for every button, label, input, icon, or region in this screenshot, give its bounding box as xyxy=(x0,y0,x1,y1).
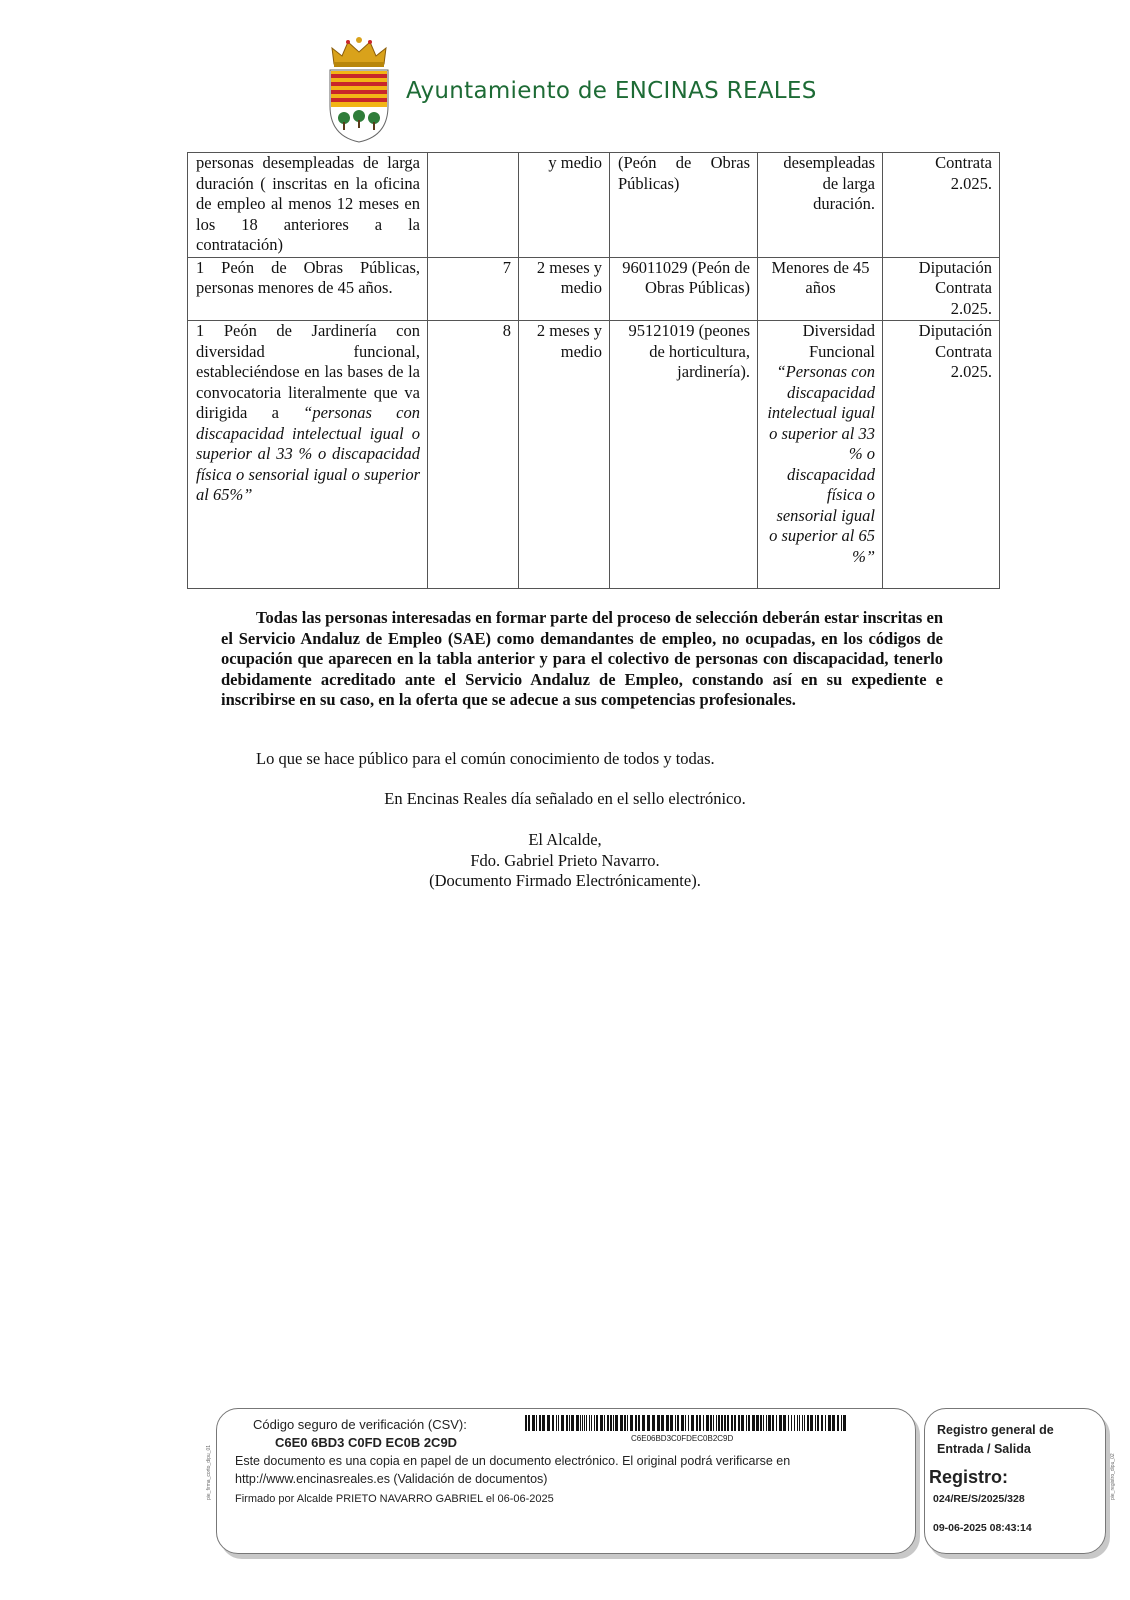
barcode-bar xyxy=(817,1415,819,1431)
signature-name: Fdo. Gabriel Prieto Navarro. xyxy=(470,850,660,870)
barcode-bar xyxy=(760,1415,762,1431)
barcode-bar xyxy=(724,1415,726,1431)
barcode-bar xyxy=(558,1415,559,1431)
copy-notice-line-1: Este documento es una copia en papel de un documento electrónico. El original podrá verificarse en xyxy=(235,1454,791,1468)
duration-cell: 2 meses y medio xyxy=(519,257,610,321)
barcode-bar xyxy=(610,1415,612,1431)
collective-plain-text: Diversidad Funcional xyxy=(802,321,875,361)
registration-requirement-paragraph: Todas las personas interesadas en formar parte del proceso de selección deberán estar inscritas en el Servicio Andaluz de Empleo (SAE) como demandantes de empleo, no ocupadas, en los códigos de ocupación que aparecen en la tabla anterior y para el colectivo de personas con discapacidad, tenerlo debidamente acreditado ante el Servicio Andaluz de Empleo, constando así en su expediente e inscribirse en su caso, en la oferta que se adecue a sus competencias profesionales. xyxy=(221,608,943,709)
barcode-bar xyxy=(528,1415,530,1431)
barcode-bar xyxy=(591,1415,592,1431)
barcode-bar xyxy=(746,1415,747,1431)
barcode-bar xyxy=(569,1415,570,1431)
barcode-bar xyxy=(576,1415,579,1431)
barcode-bar xyxy=(552,1415,554,1431)
barcode-bar xyxy=(657,1415,660,1431)
barcode-bar xyxy=(607,1415,609,1431)
barcode-bar xyxy=(525,1415,527,1431)
barcode-bar xyxy=(828,1415,831,1431)
description-cell xyxy=(188,321,428,589)
registry-box xyxy=(924,1408,1106,1554)
barcode-bar xyxy=(561,1415,564,1431)
barcode-bar xyxy=(624,1415,626,1431)
contract-cell: Diputación Contrata 2.025. xyxy=(883,257,1000,321)
barcode-bar xyxy=(600,1415,603,1431)
barcode-bar xyxy=(536,1415,537,1431)
barcode-bar xyxy=(627,1415,628,1431)
job-offers-table xyxy=(187,152,1000,589)
collective-cell: Menores de 45 años xyxy=(758,257,883,321)
barcode-bar xyxy=(802,1415,803,1431)
barcode-bar xyxy=(681,1415,684,1431)
registry-label: Registro: xyxy=(929,1467,1009,1487)
barcode-bar xyxy=(675,1415,676,1431)
barcode-bar xyxy=(797,1415,798,1431)
barcode-bar xyxy=(696,1415,698,1431)
barcode-bar xyxy=(584,1415,585,1431)
barcode-bar xyxy=(647,1415,650,1431)
collective-italic-quote: “Personas con discapacidad intelectual igual o superior al 33 % o discapacidad física o sensorial igual o superior al 65 %” xyxy=(767,362,875,566)
signature-note: (Documento Firmado Electrónicamente). xyxy=(429,871,701,890)
barcode-bar xyxy=(589,1415,590,1431)
description-italic-quote: “personas con discapacidad intelectual igual o superior al 33 % o discapacidad física o sensorial igual o superior al 65%” xyxy=(196,403,420,504)
barcode-bar xyxy=(731,1415,733,1431)
barcode-bar xyxy=(716,1415,717,1431)
oak-trees-icon xyxy=(338,110,380,130)
barcode-bar xyxy=(807,1415,809,1431)
barcode-bar xyxy=(685,1415,686,1431)
barcode-bar xyxy=(642,1415,645,1431)
barcode-bar xyxy=(832,1415,835,1431)
description-cell: 1 Peón de Obras Públicas, personas menores de 45 años. xyxy=(188,257,428,321)
contract-cell: Diputación Contrata 2.025. xyxy=(883,321,1000,589)
public-notice-paragraph: Lo que se hace público para el común conocimiento de todos y todas. xyxy=(256,749,715,768)
barcode-bar xyxy=(691,1415,694,1431)
barcode-bar xyxy=(710,1415,712,1431)
barcode-bar xyxy=(766,1415,767,1431)
duration-cell: y medio xyxy=(519,153,610,258)
occupation-code-cell: 96011029 (Peón de Obras Públicas) xyxy=(610,257,758,321)
barcode-bar xyxy=(556,1415,557,1431)
description-plain-text: 1 Peón de Jardinería con diversidad funcional, estableciéndose en las bases de la convocatoria literalmente que va dirigida a xyxy=(196,321,420,422)
barcode-bar xyxy=(566,1415,568,1431)
barcode-bar xyxy=(594,1415,595,1431)
barcode-bar xyxy=(699,1415,701,1431)
barcode-bar xyxy=(688,1415,689,1431)
collective-cell: desempleadas de larga duración. xyxy=(758,153,883,258)
signature-block xyxy=(0,830,1130,892)
table-row xyxy=(188,153,1000,258)
number-cell xyxy=(428,153,519,258)
occupation-code-cell: 95121019 (peones de horticultura, jardinería). xyxy=(610,321,758,589)
barcode-bar xyxy=(783,1415,786,1431)
contract-cell: Contrata 2.025. xyxy=(883,153,1000,258)
barcode-bar xyxy=(539,1415,541,1431)
barcode-bar xyxy=(638,1415,640,1431)
csv-verification-box xyxy=(216,1408,916,1554)
barcode-bar xyxy=(582,1415,583,1431)
description-cell: personas desempleadas de larga duración ( inscritas en la oficina de empleo al menos 12 meses en los 18 anteriores a la contratación) xyxy=(188,153,428,258)
barcode-bar xyxy=(580,1415,581,1431)
barcode-bar xyxy=(652,1415,655,1431)
barcode-bar xyxy=(604,1415,605,1431)
barcode-bar xyxy=(763,1415,764,1431)
barcode-bar xyxy=(734,1415,736,1431)
number-cell: 8 xyxy=(428,321,519,589)
barcode-bar xyxy=(741,1415,744,1431)
barcode-bar xyxy=(547,1415,550,1431)
barcode-bar xyxy=(804,1415,805,1431)
barcode-bar xyxy=(841,1415,842,1431)
barcode-bar xyxy=(718,1415,720,1431)
registry-number: 024/RE/S/2025/328 xyxy=(933,1493,1025,1505)
barcode-bar xyxy=(677,1415,679,1431)
registry-title-line-2: Entrada / Salida xyxy=(937,1442,1031,1456)
barcode-bar xyxy=(779,1415,782,1431)
signature-role: El Alcalde, xyxy=(528,830,602,849)
barcode-bar xyxy=(825,1415,826,1431)
footer-side-code-right: pie_registro_dipu_02 xyxy=(1110,1453,1116,1500)
table-row xyxy=(188,257,1000,321)
barcode-icon xyxy=(525,1415,849,1431)
barcode-bar xyxy=(756,1415,759,1431)
barcode-bar xyxy=(727,1415,729,1431)
footer-side-code-left: pie_firma_corto_dipu_01 xyxy=(206,1444,212,1500)
barcode-bar xyxy=(752,1415,755,1431)
barcode-bar xyxy=(666,1415,669,1431)
barcode-bar xyxy=(788,1415,789,1431)
barcode-bar xyxy=(768,1415,771,1431)
barcode-bar xyxy=(706,1415,709,1431)
barcode-bar xyxy=(615,1415,618,1431)
barcode-bar xyxy=(815,1415,816,1431)
table-row xyxy=(188,321,1000,589)
signed-by-line: Firmado por Alcalde PRIETO NAVARRO GABRIEL el 06-06-2025 xyxy=(235,1493,554,1505)
barcode-bar xyxy=(596,1415,598,1431)
barcode-bar xyxy=(843,1415,846,1431)
barcode-bar xyxy=(635,1415,637,1431)
csv-code: C6E0 6BD3 C0FD EC0B 2C9D xyxy=(275,1435,458,1450)
barcode-bar xyxy=(670,1415,673,1431)
barcode-bar xyxy=(571,1415,574,1431)
crown-icon xyxy=(332,37,386,67)
number-cell: 7 xyxy=(428,257,519,321)
council-name-header: Ayuntamiento de ENCINAS REALES xyxy=(406,78,817,104)
csv-label: Código seguro de verificación (CSV): xyxy=(253,1417,467,1432)
barcode-bar xyxy=(613,1415,614,1431)
barcode-bar xyxy=(810,1415,813,1431)
barcode-bar xyxy=(821,1415,823,1431)
municipal-crest-logo xyxy=(326,36,392,144)
barcode-bar xyxy=(772,1415,774,1431)
barcode-bar xyxy=(794,1415,795,1431)
duration-cell: 2 meses y medio xyxy=(519,321,610,589)
barcode-bar xyxy=(586,1415,587,1431)
barcode-bar xyxy=(703,1415,704,1431)
occupation-code-cell: (Peón de Obras Públicas) xyxy=(610,153,758,258)
barcode-bar xyxy=(542,1415,545,1431)
barcode-bar xyxy=(799,1415,800,1431)
barcode-bar xyxy=(748,1415,750,1431)
barcode-bar xyxy=(532,1415,535,1431)
copy-notice-line-2: http://www.encinasreales.es (Validación de documentos) xyxy=(235,1472,548,1486)
barcode-text: C6E06BD3C0FDEC0B2C9D xyxy=(631,1434,734,1443)
barcode-bar xyxy=(630,1415,633,1431)
barcode-bar xyxy=(738,1415,740,1431)
registry-datetime: 09-06-2025 08:43:14 xyxy=(933,1522,1032,1534)
location-line: En Encinas Reales día señalado en el sello electrónico. xyxy=(384,789,746,808)
barcode-bar xyxy=(620,1415,623,1431)
collective-cell xyxy=(758,321,883,589)
barcode-bar xyxy=(721,1415,723,1431)
barcode-bar xyxy=(713,1415,714,1431)
barcode-bar xyxy=(837,1415,839,1431)
barcode-bar xyxy=(791,1415,792,1431)
barcode-bar xyxy=(661,1415,664,1431)
barcode-bar xyxy=(776,1415,777,1431)
registry-title-line-1: Registro general de xyxy=(937,1423,1054,1437)
